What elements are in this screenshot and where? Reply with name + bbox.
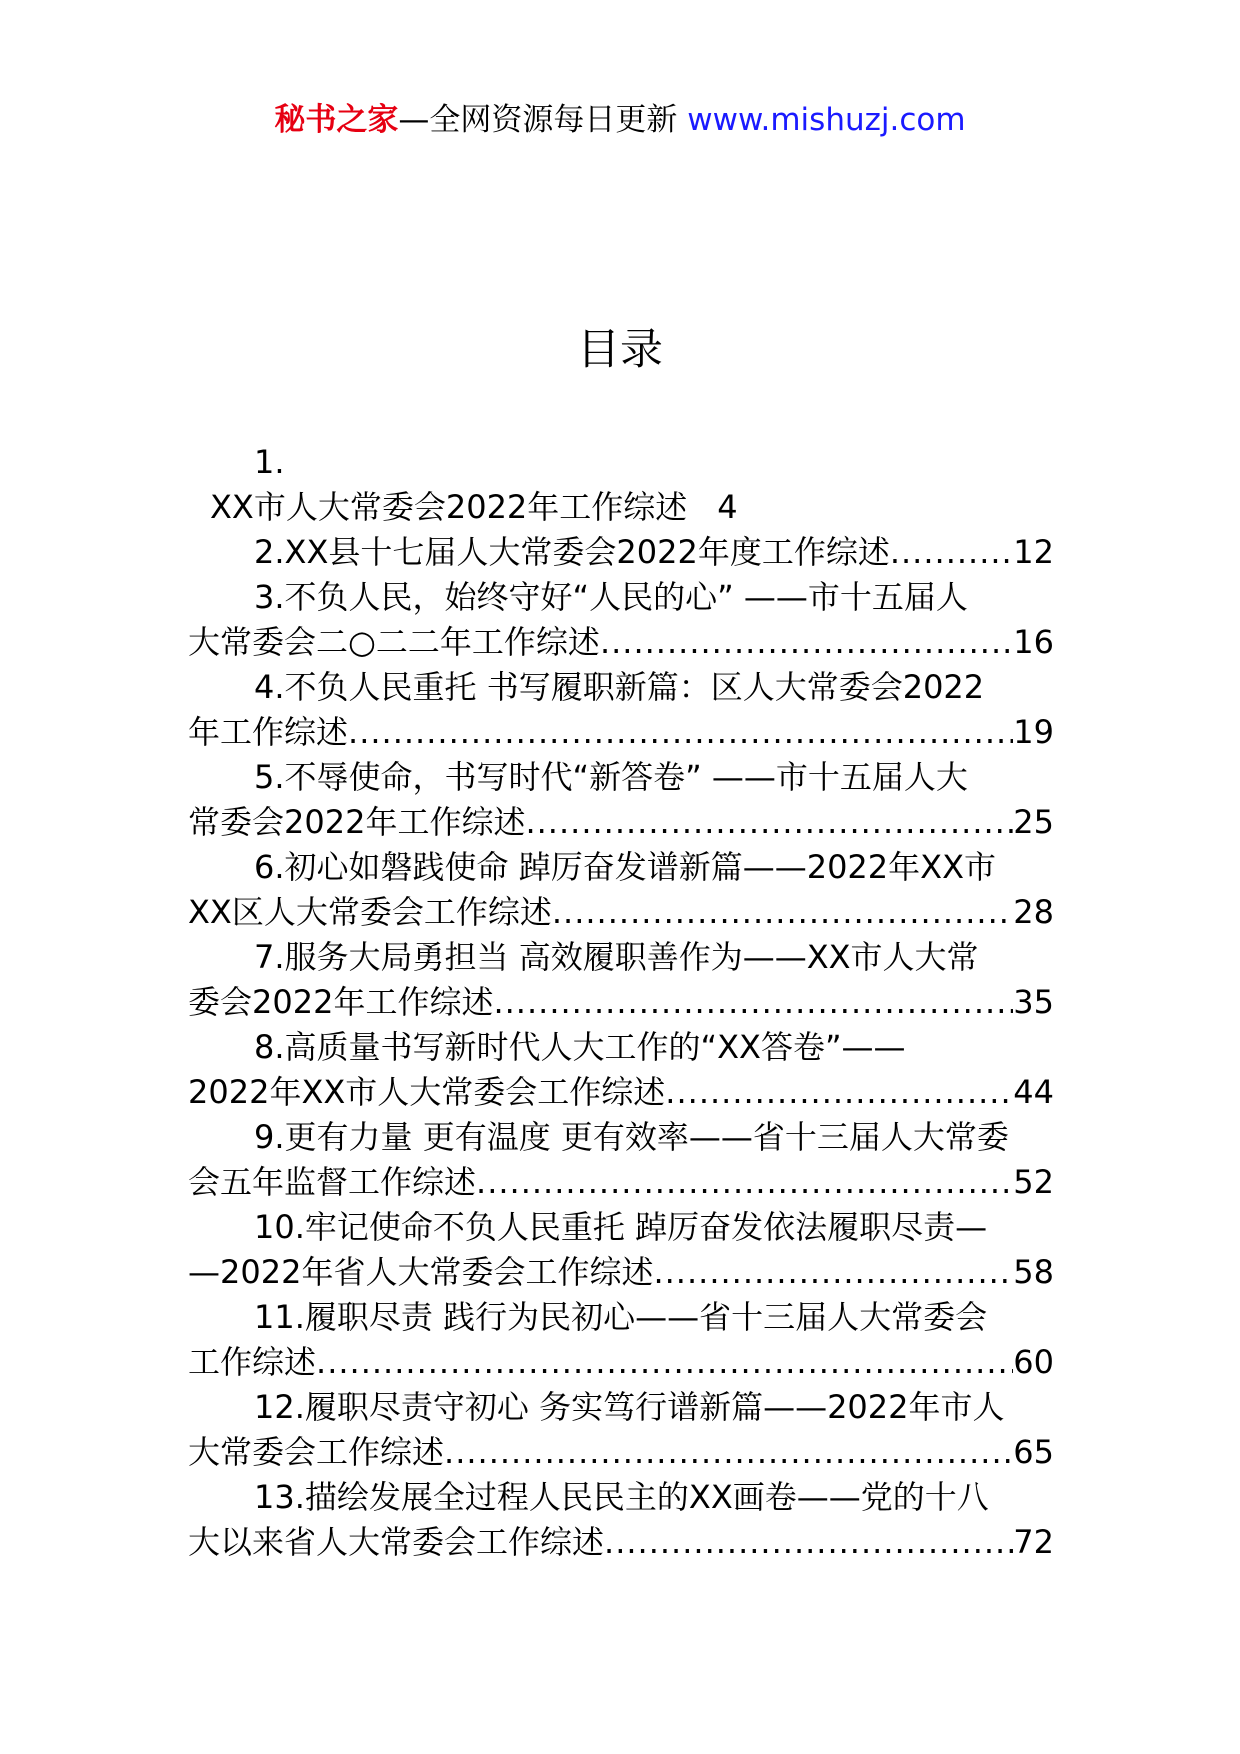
toc-leader-dots bbox=[348, 710, 1013, 755]
toc-entry-text: 8.高质量书写新时代人大工作的“XX答卷”—— bbox=[254, 1028, 906, 1066]
toc-entry-text: 3.不负人民，始终守好“人民的心” ——市十五届人 bbox=[254, 578, 968, 616]
toc-leader-dots bbox=[653, 1250, 1013, 1295]
toc-page-number: 35 bbox=[1013, 983, 1054, 1021]
toc-page-number: 60 bbox=[1013, 1343, 1054, 1381]
site-url-link[interactable]: www.mishuzj.com bbox=[687, 102, 966, 138]
toc-page-number: 52 bbox=[1013, 1163, 1054, 1201]
toc-entry-line bbox=[188, 1025, 1054, 1070]
brand-name: 秘书之家 bbox=[274, 102, 399, 138]
toc-entry-text-continued: 2022年XX市人大常委会工作综述 bbox=[188, 1073, 666, 1111]
toc-entry-line bbox=[188, 1295, 1054, 1340]
toc-page-number: 58 bbox=[1013, 1253, 1054, 1291]
toc-page-number: 12 bbox=[1013, 533, 1054, 571]
toc-entry[interactable] bbox=[188, 1025, 1054, 1115]
toc-entry-text-continued: 会五年监督工作综述 bbox=[188, 1163, 477, 1201]
toc-entry-line bbox=[188, 755, 1054, 800]
toc-entry-line bbox=[188, 1520, 1054, 1565]
toc-leader-dots bbox=[476, 1160, 1013, 1205]
header-tagline: —全网资源每日更新 bbox=[398, 102, 678, 138]
toc-entry[interactable] bbox=[188, 575, 1054, 665]
toc-entry-line bbox=[188, 710, 1054, 755]
toc-entry-line bbox=[188, 935, 1054, 980]
toc-entry-line bbox=[188, 1340, 1054, 1385]
toc-entry-line bbox=[188, 1385, 1054, 1430]
toc-entry-text: 5.不辱使命，书写时代“新答卷” ——市十五届人大 bbox=[254, 758, 968, 796]
page-title: 目录 bbox=[577, 325, 663, 375]
toc-entry-line bbox=[188, 845, 1054, 890]
toc-page-number: 19 bbox=[1013, 713, 1054, 751]
toc-leader-dots bbox=[600, 620, 1013, 665]
toc-entry[interactable] bbox=[188, 1475, 1054, 1565]
toc-page-number: 65 bbox=[1013, 1433, 1054, 1471]
toc-entry-line bbox=[188, 980, 1054, 1025]
toc-entry-number: 1. bbox=[254, 443, 285, 481]
toc-entry-line bbox=[188, 530, 1054, 575]
toc-page-number: 44 bbox=[1013, 1073, 1054, 1111]
toc-entry[interactable] bbox=[188, 935, 1054, 1025]
toc-page-number: 25 bbox=[1013, 803, 1054, 841]
toc-entry-line bbox=[188, 665, 1054, 710]
toc-entry-line bbox=[188, 1115, 1054, 1160]
toc-entry[interactable] bbox=[188, 1385, 1054, 1475]
toc-entry-line bbox=[188, 575, 1054, 620]
toc-entry-text-continued: 工作综述 bbox=[188, 1343, 317, 1381]
toc-entry-line bbox=[188, 1475, 1054, 1520]
toc-entry-text: 9.更有力量 更有温度 更有效率——省十三届人大常委 bbox=[254, 1118, 1009, 1156]
toc-entry-text-continued: —2022年省人大常委会工作综述 bbox=[188, 1253, 654, 1291]
toc-entry[interactable] bbox=[188, 1115, 1054, 1205]
toc-entry-line bbox=[188, 890, 1054, 935]
toc-entry[interactable] bbox=[188, 530, 1054, 575]
toc-entry[interactable] bbox=[188, 665, 1054, 755]
toc-entry-text: 11.履职尽责 践行为民初心——省十三届人大常委会 bbox=[254, 1298, 988, 1336]
toc-entry-text: 13.描绘发展全过程人民民主的XX画卷——党的十八 bbox=[254, 1478, 989, 1516]
toc-entry-line bbox=[188, 1250, 1054, 1295]
toc-entry-line bbox=[188, 1430, 1054, 1475]
table-of-contents bbox=[188, 440, 1054, 1565]
toc-leader-dots bbox=[444, 1430, 1013, 1475]
toc-leader-dots bbox=[604, 1520, 1013, 1565]
toc-entry[interactable] bbox=[188, 755, 1054, 845]
toc-entry-line bbox=[188, 800, 1054, 845]
toc-entry-text-continued: 委会2022年工作综述 bbox=[188, 983, 494, 1021]
toc-entry[interactable] bbox=[188, 1295, 1054, 1385]
toc-entry-text-continued: 年工作综述 bbox=[188, 713, 349, 751]
toc-entry[interactable] bbox=[188, 1205, 1054, 1295]
toc-entry[interactable] bbox=[188, 845, 1054, 935]
toc-entry-text: 2.XX县十七届人大常委会2022年度工作综述 bbox=[254, 533, 890, 571]
toc-entry-line bbox=[188, 620, 1054, 665]
toc-page-number: 4 bbox=[717, 488, 738, 526]
toc-page-number: 72 bbox=[1013, 1523, 1054, 1561]
toc-entry[interactable] bbox=[188, 440, 1054, 530]
toc-entry-text: 7.服务大局勇担当 高效履职善作为——XX市人大常 bbox=[254, 938, 979, 976]
toc-leader-dots bbox=[316, 1340, 1013, 1385]
toc-leader-dots bbox=[525, 800, 1013, 845]
toc-entry-line bbox=[188, 1160, 1054, 1205]
toc-entry-line bbox=[188, 1205, 1054, 1250]
toc-entry-text: XX市人大常委会2022年工作综述 bbox=[210, 488, 688, 526]
toc-leader-dots bbox=[552, 890, 1013, 935]
toc-entry-text-continued: 大以来省人大常委会工作综述 bbox=[188, 1523, 605, 1561]
toc-entry-line bbox=[188, 1070, 1054, 1115]
toc-entry-text: 12.履职尽责守初心 务实笃行谱新篇——2022年市人 bbox=[254, 1388, 1005, 1426]
toc-page-number: 28 bbox=[1013, 893, 1054, 931]
site-header bbox=[0, 100, 1240, 140]
toc-leader-dots bbox=[665, 1070, 1013, 1115]
toc-leader-dots bbox=[890, 530, 1013, 575]
toc-leader-dots bbox=[493, 980, 1013, 1025]
toc-entry-text-continued: 大常委会二○二二年工作综述 bbox=[188, 623, 600, 661]
toc-entry-text: 10.牢记使命不负人民重托 踔厉奋发依法履职尽责— bbox=[254, 1208, 988, 1246]
toc-page-number: 16 bbox=[1013, 623, 1054, 661]
toc-entry-text-continued: XX区人大常委会工作综述 bbox=[188, 893, 552, 931]
toc-entry-text-continued: 大常委会工作综述 bbox=[188, 1433, 445, 1471]
toc-entry-text-continued: 常委会2022年工作综述 bbox=[188, 803, 526, 841]
toc-entry-line bbox=[188, 485, 1054, 530]
toc-entry-text: 4.不负人民重托 书写履职新篇：区人大常委会2022 bbox=[254, 668, 985, 706]
toc-entry-text: 6.初心如磐践使命 踔厉奋发谱新篇——2022年XX市 bbox=[254, 848, 996, 886]
